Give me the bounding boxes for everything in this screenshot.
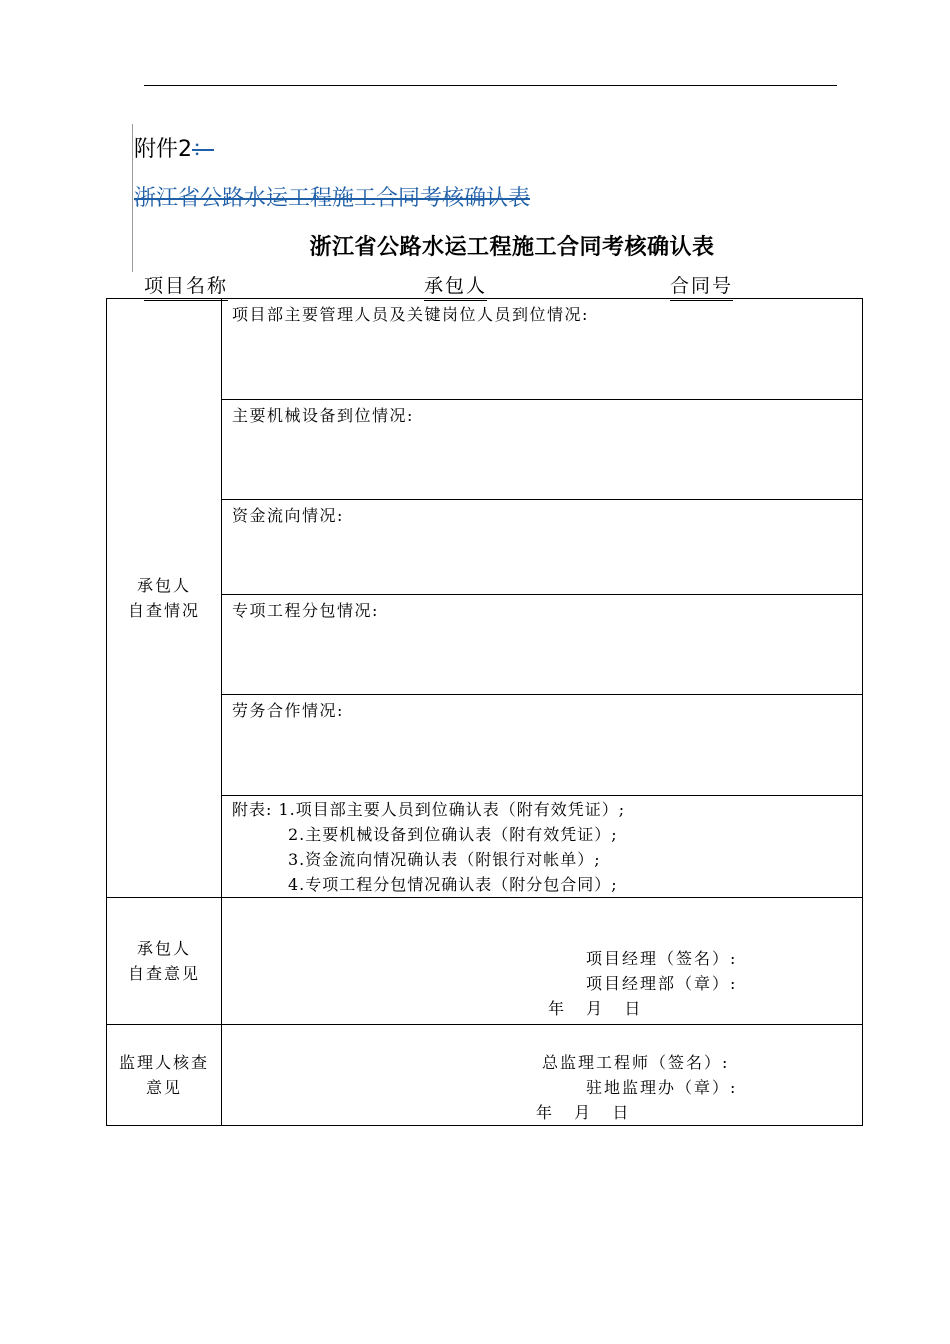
self-opinion-label-line-2: 自查意见: [127, 964, 200, 983]
equipment-status-label: 主要机械设备到位情况:: [232, 406, 414, 425]
attachment-label: [134, 136, 214, 164]
header-rule: [144, 85, 837, 86]
self-opinion-label-cell: [107, 898, 222, 1025]
appendix-prefix: 附表:: [232, 800, 279, 819]
subcontract-cell[interactable]: [222, 595, 863, 695]
labor-cooperation-cell[interactable]: [222, 695, 863, 796]
personnel-status-label: 项目部主要管理人员及关键岗位人员到位情况:: [232, 305, 589, 324]
supervisor-label-cell: [107, 1025, 222, 1126]
labor-cooperation-label: 劳务合作情况:: [232, 701, 344, 720]
attachment-deleted-text: ：: [192, 137, 215, 162]
project-department-seal-label: 项目经理部（章）:: [586, 974, 738, 993]
project-name-label: 项目名称: [144, 272, 228, 301]
table-row: [107, 898, 863, 1025]
appendix-item-4: 4.专项工程分包情况确认表（附分包合同）;: [288, 875, 618, 894]
self-opinion-date: 年 月 日: [548, 999, 645, 1018]
contractor-label: 承包人: [424, 272, 487, 301]
fund-flow-cell[interactable]: [222, 500, 863, 595]
self-opinion-cell[interactable]: [222, 898, 863, 1025]
self-check-label-cell: [107, 299, 222, 898]
contract-no-label: 合同号: [670, 272, 733, 301]
personnel-status-cell[interactable]: [222, 299, 863, 400]
supervisor-date: 年 月 日: [536, 1103, 633, 1122]
table-row: [107, 1025, 863, 1126]
project-manager-signature-label: 项目经理（签名）:: [586, 949, 738, 968]
self-opinion-label-line-1: 承包人: [136, 939, 191, 958]
appendix-item-3: 3.资金流向情况确认表（附银行对帐单）;: [288, 850, 601, 869]
equipment-status-cell[interactable]: [222, 400, 863, 500]
self-check-label-line-2: 自查情况: [127, 601, 200, 620]
self-check-label-line-1: 承包人: [136, 576, 191, 595]
resident-supervisor-seal-label: 驻地监理办（章）:: [586, 1078, 738, 1097]
page-title: 浙江省公路水运工程施工合同考核确认表: [309, 235, 715, 260]
deleted-title: 浙江省公路水运工程施工合同考核确认表: [134, 186, 531, 211]
supervisor-opinion-cell[interactable]: [222, 1025, 863, 1126]
appendix-item-2: 2.主要机械设备到位确认表（附有效凭证）;: [288, 825, 618, 844]
assessment-table: [106, 298, 863, 1126]
attachment-text: 附件2: [134, 137, 192, 162]
fund-flow-label: 资金流向情况:: [232, 506, 344, 525]
supervisor-label-line-2: 意见: [145, 1078, 182, 1097]
table-row: [107, 299, 863, 400]
supervisor-label-line-1: 监理人核查: [118, 1053, 209, 1072]
appendix-item-1: 1.项目部主要人员到位确认表（附有效凭证）;: [278, 800, 626, 819]
appendix-line-1: [232, 797, 852, 822]
chief-supervisor-signature-label: 总监理工程师（签名）:: [542, 1053, 730, 1072]
appendix-cell: [222, 796, 863, 898]
subcontract-label: 专项工程分包情况:: [232, 601, 379, 620]
